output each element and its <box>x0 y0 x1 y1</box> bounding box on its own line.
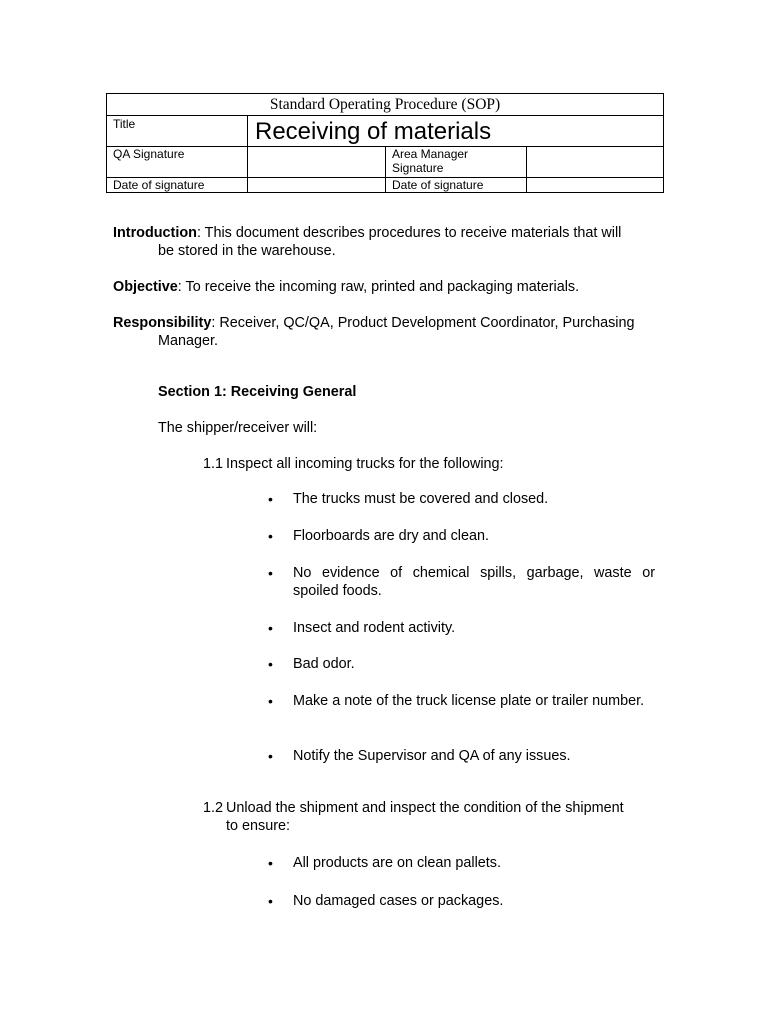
item-1-2-text-line2: to ensure: <box>226 818 290 834</box>
area-manager-date-label: Date of signature <box>386 178 527 193</box>
responsibility-paragraph <box>113 314 655 350</box>
qa-date-field <box>248 178 386 193</box>
item-1-1-text: Inspect all incoming trucks for the following: <box>226 456 504 472</box>
bullet-item <box>268 564 655 600</box>
bullet-text: No evidence of chemical spills, garbage, waste or spoiled foods. <box>293 565 655 599</box>
bullet-item <box>268 892 655 910</box>
bullet-text: All products are on clean pallets. <box>293 855 501 871</box>
item-1-1-number: 1.1 <box>203 456 224 472</box>
bullet-text: Bad odor. <box>293 656 355 672</box>
item-1-1-heading <box>203 455 655 473</box>
bullet-icon: • <box>268 656 273 672</box>
document-title: Receiving of materials <box>248 116 664 147</box>
objective-paragraph <box>113 278 655 296</box>
section-1-intro: The shipper/receiver will: <box>158 420 318 436</box>
qa-date-label: Date of signature <box>107 178 248 193</box>
area-manager-label-line1: Area Manager <box>392 147 469 161</box>
qa-signature-label: QA Signature <box>107 147 248 178</box>
bullet-item <box>268 490 655 508</box>
bullet-icon: • <box>268 893 273 909</box>
objective-text: : To receive the incoming raw, printed and packaging materials. <box>177 279 580 295</box>
bullet-text: No damaged cases or packages. <box>293 893 504 909</box>
responsibility-label: Responsibility <box>113 315 212 331</box>
responsibility-text-line1: : Receiver, QC/QA, Product Development Coordinator, Purchasing <box>211 315 635 331</box>
responsibility-text-line2: Manager. <box>158 333 219 349</box>
section-1-title: Section 1: Receiving General <box>158 384 357 400</box>
title-label: Title <box>107 116 248 147</box>
introduction-text-line2: be stored in the warehouse. <box>158 243 336 259</box>
item-1-2-heading <box>203 799 655 835</box>
bullet-item <box>268 527 655 545</box>
bullet-text: Notify the Supervisor and QA of any issues. <box>293 748 571 764</box>
sop-heading: Standard Operating Procedure (SOP) <box>107 94 664 116</box>
bullet-item <box>268 619 655 637</box>
item-1-2-number: 1.2 <box>203 800 224 816</box>
introduction-text-line1: : This document describes procedures to receive materials that will <box>196 225 622 241</box>
bullet-icon: • <box>268 693 273 709</box>
bullet-text: Make a note of the truck license plate or trailer number. <box>293 693 645 709</box>
bullet-icon: • <box>268 748 273 764</box>
bullet-item <box>268 747 655 765</box>
sop-header-table <box>106 93 664 193</box>
bullet-text: The trucks must be covered and closed. <box>293 491 549 507</box>
bullet-text: Floorboards are dry and clean. <box>293 528 489 544</box>
bullet-item <box>268 854 655 872</box>
qa-signature-field <box>248 147 386 178</box>
bullet-icon: • <box>268 528 273 544</box>
bullet-text: Insect and rodent activity. <box>293 620 456 636</box>
bullet-icon: • <box>268 855 273 871</box>
area-manager-signature-label <box>386 147 527 178</box>
bullet-item <box>268 692 655 710</box>
item-1-2-text-line1: Unload the shipment and inspect the condition of the shipment <box>226 800 624 816</box>
area-manager-signature-field <box>527 147 664 178</box>
bullet-icon: • <box>268 491 273 507</box>
bullet-item <box>268 655 655 673</box>
objective-label: Objective <box>113 279 178 295</box>
area-manager-date-field <box>527 178 664 193</box>
introduction-paragraph <box>113 224 655 260</box>
bullet-icon: • <box>268 620 273 636</box>
bullet-icon: • <box>268 565 273 581</box>
area-manager-label-line2: Signature <box>392 161 444 175</box>
introduction-label: Introduction <box>113 225 197 241</box>
